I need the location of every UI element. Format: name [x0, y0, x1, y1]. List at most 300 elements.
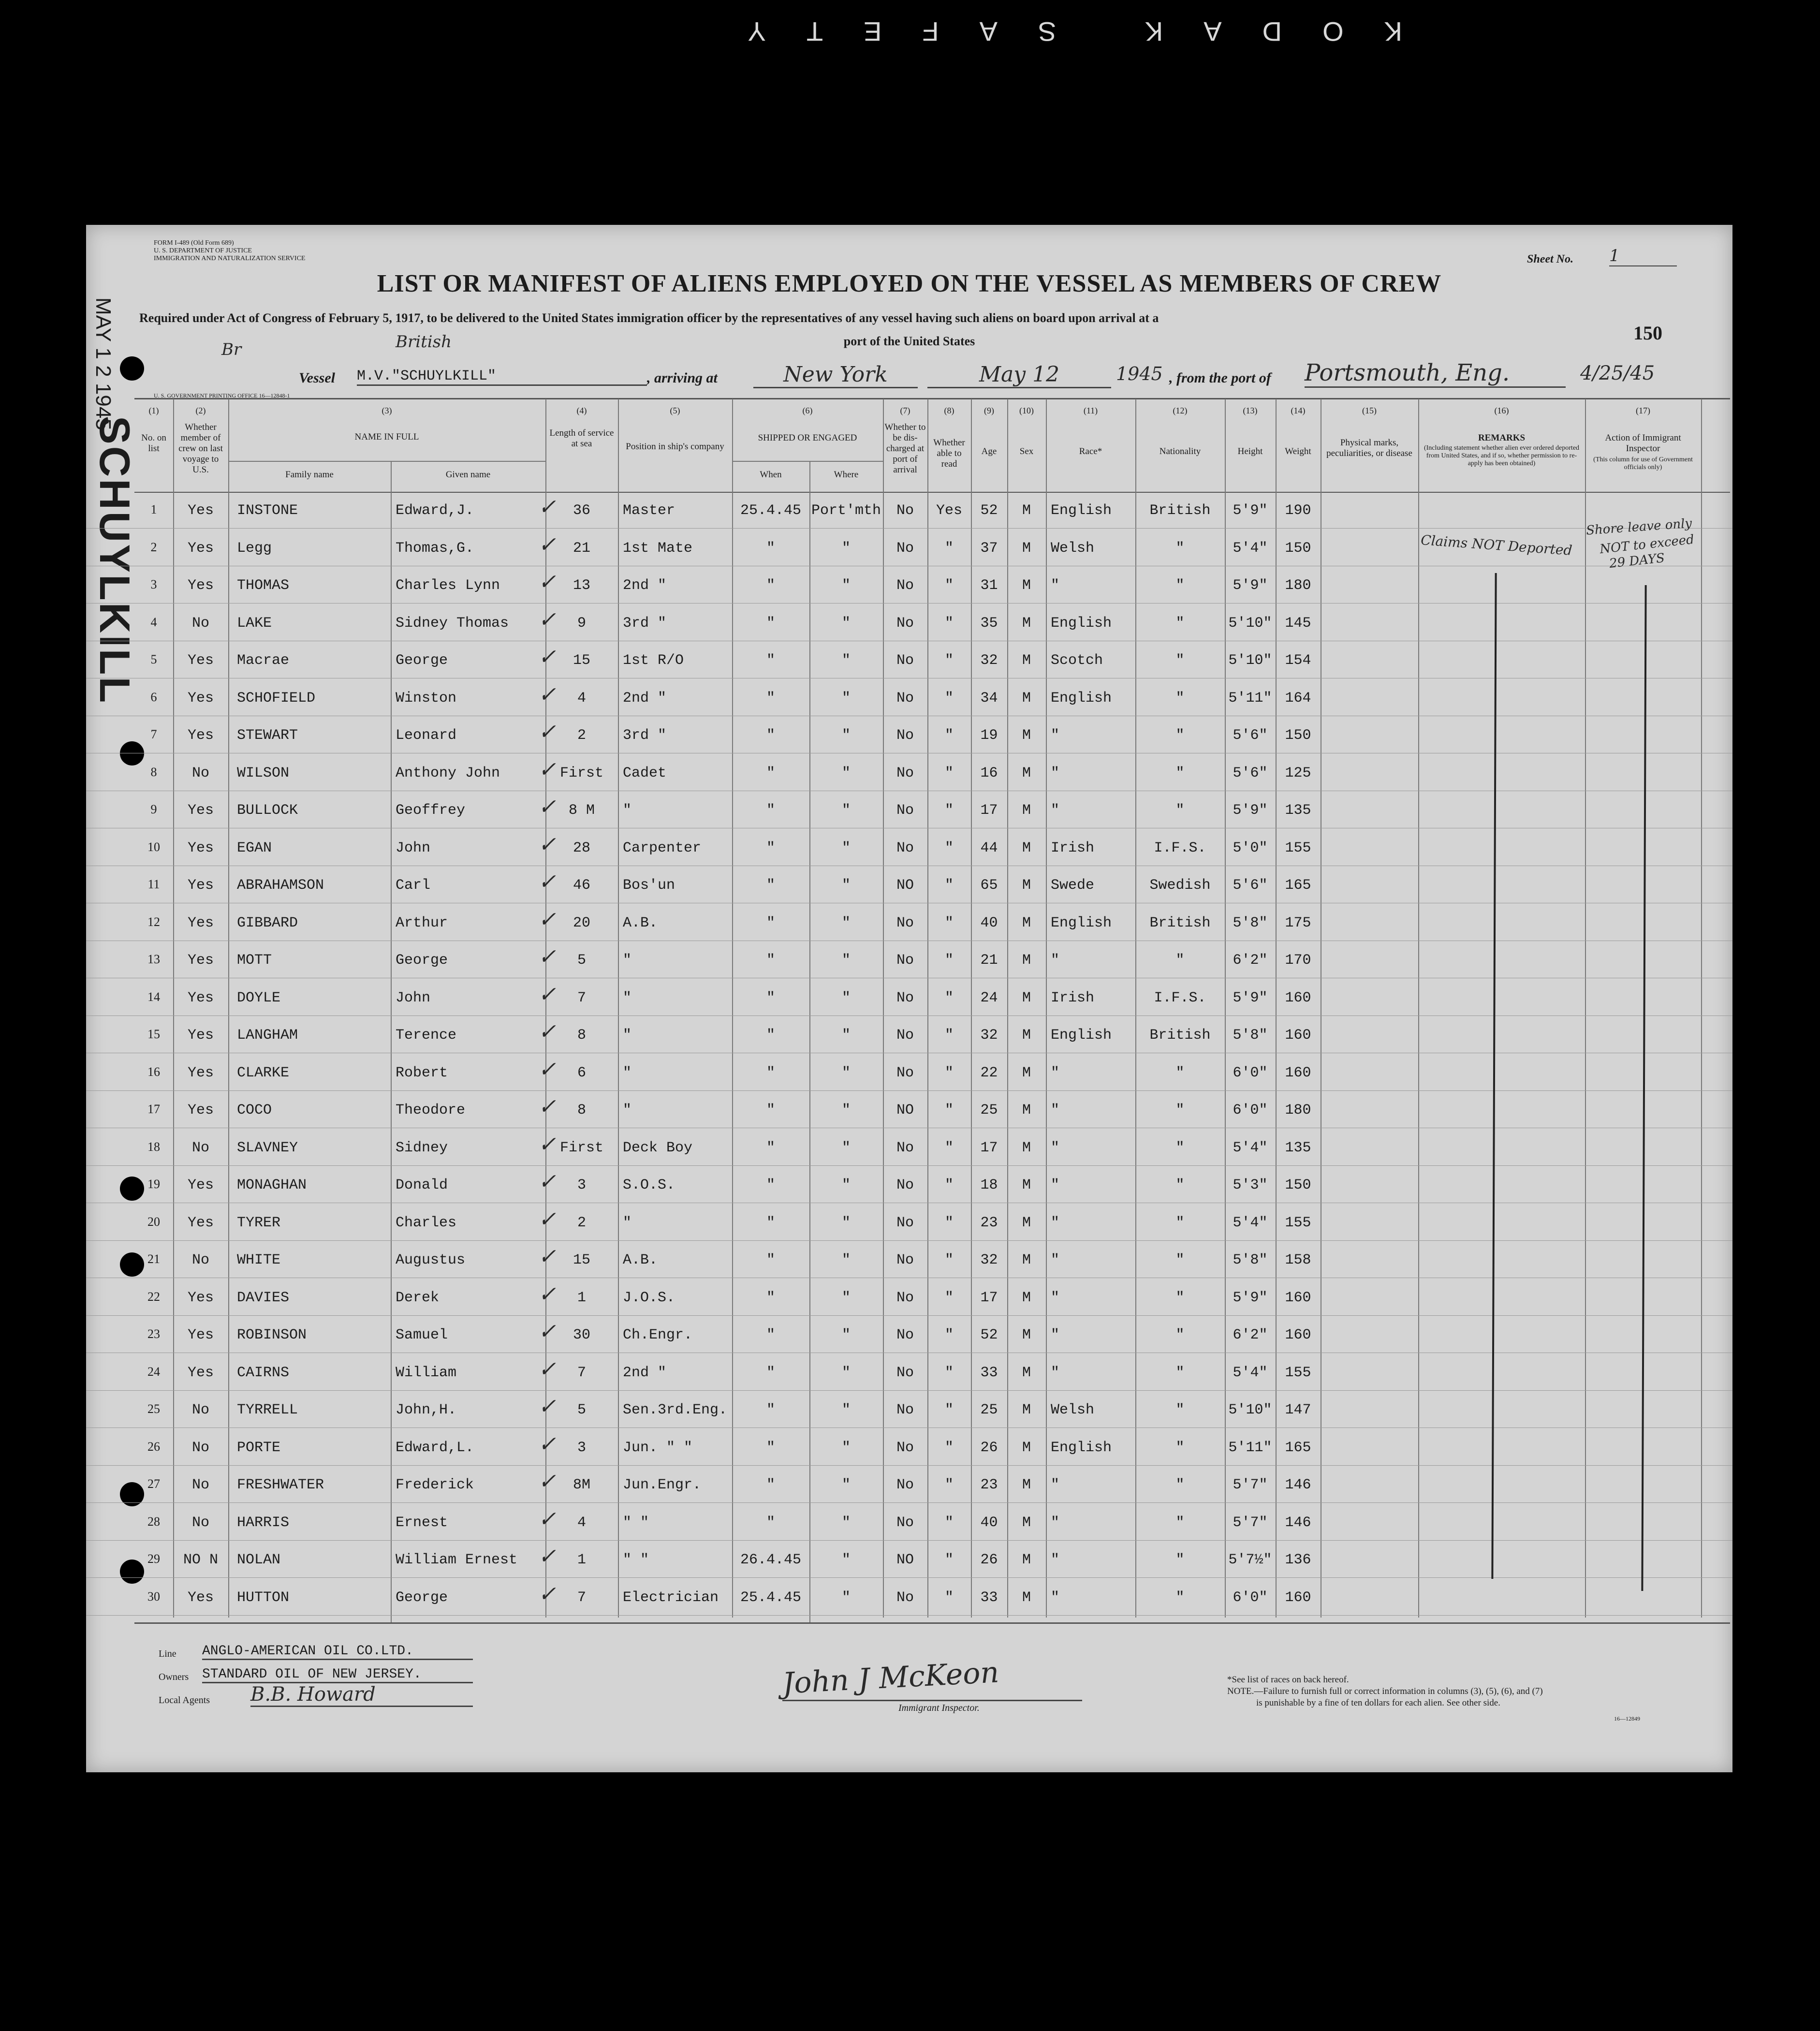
weight-cell: 155 [1285, 839, 1311, 856]
col-number: (13) [1243, 406, 1258, 415]
discharge-cell: No [896, 690, 914, 706]
shipped-where-cell: " [841, 1327, 851, 1343]
page-number: 150 [1633, 322, 1662, 344]
owners-value: STANDARD OIL OF NEW JERSEY. [202, 1667, 473, 1683]
sex-cell: M [1022, 877, 1031, 894]
previous-voyage-cell: No [191, 1439, 209, 1456]
weight-cell: 190 [1285, 502, 1311, 519]
previous-voyage-cell: Yes [187, 1327, 214, 1343]
service-length-cell: 5 [577, 952, 586, 969]
discharge-cell: No [896, 502, 914, 519]
table-row [86, 1279, 1732, 1316]
service-length-cell: 2 [577, 727, 586, 744]
previous-voyage-cell: No [191, 615, 209, 632]
position-cell: " " [623, 1552, 649, 1568]
service-length-cell: 21 [572, 540, 590, 557]
footnote-races: *See list of races on back hereof. [1227, 1675, 1349, 1685]
height-cell: 5'10" [1228, 1402, 1272, 1418]
family-name-cell: WHITE [237, 1252, 281, 1268]
col-header-family-name: Family name [285, 470, 334, 480]
nationality-cell: " [1175, 615, 1185, 632]
service-length-cell: First [559, 765, 603, 781]
age-cell: 65 [980, 877, 998, 894]
given-name-cell: George [396, 952, 448, 969]
age-cell: 21 [980, 952, 998, 969]
previous-voyage-cell: Yes [187, 1214, 214, 1231]
service-length-cell: 2 [577, 1214, 586, 1231]
height-cell: 5'4" [1233, 1139, 1268, 1156]
sex-cell: M [1022, 1139, 1031, 1156]
given-name-cell: John [396, 839, 431, 856]
shipped-when-cell: " [766, 690, 775, 706]
able-to-read-cell: " [944, 690, 954, 706]
age-cell: 52 [980, 502, 998, 519]
nationality-cell: I.F.S. [1154, 839, 1206, 856]
weight-cell: 160 [1285, 1327, 1311, 1343]
sex-cell: M [1022, 577, 1031, 594]
height-cell: 5'6" [1233, 765, 1268, 781]
departure-port: Portsmouth, Eng. [1305, 359, 1566, 388]
row-number: 27 [147, 1477, 160, 1491]
col-number: (12) [1173, 406, 1188, 415]
height-cell: 5'6" [1233, 727, 1268, 744]
age-cell: 19 [980, 727, 998, 744]
discharge-cell: No [896, 1402, 914, 1418]
previous-voyage-cell: No [191, 1139, 209, 1156]
age-cell: 31 [980, 577, 998, 594]
table-border-bottom [134, 1622, 1730, 1624]
shipped-subheader-line [732, 461, 883, 462]
age-cell: 23 [980, 1477, 998, 1493]
race-cell: English [1051, 502, 1112, 519]
form-id: FORM I-489 (Old Form 689) [154, 239, 234, 247]
service-length-cell: 46 [572, 877, 590, 894]
nationality-cell: " [1175, 802, 1185, 819]
previous-voyage-cell: Yes [187, 839, 214, 856]
col-header-shipped: SHIPPED OR ENGAGED [758, 433, 857, 443]
table-row [86, 792, 1732, 828]
given-name-cell: Arthur [396, 914, 448, 931]
height-cell: 5'8" [1233, 1027, 1268, 1044]
sex-cell: M [1022, 1252, 1031, 1268]
check-mark-icon: ✓ [538, 1133, 556, 1158]
service-length-cell: 8M [572, 1477, 590, 1493]
row-number: 15 [147, 1027, 160, 1041]
row-number: 3 [150, 577, 157, 591]
height-cell: 5'9" [1233, 502, 1268, 519]
given-name-cell: Frederick [396, 1477, 474, 1493]
line-label: Line [159, 1648, 176, 1659]
able-to-read-cell: " [944, 1439, 954, 1456]
shipped-where-cell: " [841, 727, 851, 744]
nationality-cell: Swedish [1149, 877, 1211, 894]
race-cell: Welsh [1051, 1402, 1095, 1418]
sex-cell: M [1022, 1439, 1031, 1456]
row-number: 6 [150, 690, 157, 704]
height-cell: 6'2" [1233, 952, 1268, 969]
row-number: 29 [147, 1552, 160, 1566]
sex-cell: M [1022, 952, 1031, 969]
inspector-annotation-3: 29 DAYS [1608, 551, 1666, 571]
agents-value: B.B. Howard [250, 1683, 473, 1707]
vessel-stamp: SCHUYLKILL [91, 416, 139, 705]
family-name-cell: STEWART [237, 727, 298, 744]
shipped-when-cell: " [766, 914, 775, 931]
col-number: (3) [382, 406, 392, 415]
shipped-where-cell: " [841, 1064, 851, 1081]
position-cell: A.B. [623, 1252, 658, 1268]
race-cell: English [1051, 1027, 1112, 1044]
family-name-cell: GIBBARD [237, 914, 298, 931]
family-name-cell: SLAVNEY [237, 1139, 298, 1156]
service-length-cell: 1 [577, 1289, 586, 1306]
shipped-when-cell: 25.4.45 [740, 502, 802, 519]
shipped-where-cell: " [841, 1252, 851, 1268]
family-name-cell: LANGHAM [237, 1027, 298, 1044]
race-cell: " [1051, 1514, 1060, 1531]
height-cell: 5'10" [1228, 652, 1272, 669]
nationality-cell: " [1175, 1439, 1185, 1456]
shipped-where-cell: " [841, 1177, 851, 1193]
col-header-height: Height [1237, 446, 1263, 456]
line-value: ANGLO-AMERICAN OIL CO.LTD. [202, 1644, 473, 1660]
family-name-cell: TYRER [237, 1214, 281, 1231]
col-number: (1) [148, 406, 159, 415]
previous-voyage-cell: Yes [187, 1589, 214, 1606]
sex-cell: M [1022, 1477, 1031, 1493]
position-cell: " [623, 1027, 632, 1044]
family-name-cell: THOMAS [237, 577, 290, 594]
nationality-cell: " [1175, 1477, 1185, 1493]
able-to-read-cell: " [944, 1027, 954, 1044]
col-number: (5) [670, 406, 680, 415]
shipped-when-cell: " [766, 577, 775, 594]
col-header-weight: Weight [1285, 446, 1311, 456]
family-name-cell: BULLOCK [237, 802, 298, 819]
sex-cell: M [1022, 652, 1031, 669]
table-row [86, 867, 1732, 903]
shipped-where-cell: " [841, 1477, 851, 1493]
sex-cell: M [1022, 914, 1031, 931]
previous-voyage-cell: Yes [187, 1027, 214, 1044]
height-cell: 6'0" [1233, 1102, 1268, 1119]
col-number: (8) [944, 406, 954, 415]
shipped-where-cell: " [841, 1402, 851, 1418]
weight-cell: 164 [1285, 690, 1311, 706]
sex-cell: M [1022, 1364, 1031, 1381]
race-cell: " [1051, 1364, 1060, 1381]
able-to-read-cell: " [944, 577, 954, 594]
sex-cell: M [1022, 1514, 1031, 1531]
race-cell: " [1051, 1139, 1060, 1156]
table-row [86, 754, 1732, 791]
sex-cell: M [1022, 1552, 1031, 1568]
previous-voyage-cell: Yes [187, 914, 214, 931]
service-length-cell: 15 [572, 1252, 590, 1268]
position-cell: " [623, 1214, 632, 1231]
discharge-cell: No [896, 765, 914, 781]
check-mark-icon: ✓ [538, 534, 556, 559]
footnote-penalty-1: NOTE.—Failure to furnish full or correct information in columns (3), (5), (6), and (7) [1227, 1686, 1543, 1696]
shipped-when-cell: " [766, 989, 775, 1006]
check-mark-icon: ✓ [538, 1583, 556, 1608]
position-cell: " [623, 989, 632, 1006]
height-cell: 6'0" [1233, 1064, 1268, 1081]
able-to-read-cell: " [944, 1139, 954, 1156]
from-label: , from the port of [1169, 370, 1271, 386]
col-number: (6) [802, 406, 813, 415]
discharge-cell: No [896, 577, 914, 594]
nationality-cell: " [1175, 765, 1185, 781]
given-name-cell: Robert [396, 1064, 448, 1081]
shipped-where-cell: " [841, 1589, 851, 1606]
discharge-cell: No [896, 727, 914, 744]
check-mark-icon: ✓ [538, 1208, 556, 1233]
gpo-line: U. S. GOVERNMENT PRINTING OFFICE 16—12848-1 [154, 392, 290, 399]
row-number: 1 [150, 502, 157, 516]
check-mark-icon: ✓ [538, 1096, 556, 1120]
vessel-name: M.V."SCHUYLKILL" [357, 368, 647, 386]
able-to-read-cell: " [944, 802, 954, 819]
race-cell: " [1051, 1214, 1060, 1231]
weight-cell: 154 [1285, 652, 1311, 669]
department: U. S. DEPARTMENT OF JUSTICE [154, 247, 252, 254]
age-cell: 17 [980, 1139, 998, 1156]
age-cell: 37 [980, 540, 998, 557]
position-cell: Deck Boy [623, 1139, 693, 1156]
family-name-cell: FRESHWATER [237, 1477, 324, 1493]
able-to-read-cell: " [944, 1064, 954, 1081]
discharge-cell: No [896, 1477, 914, 1493]
shipped-when-cell: " [766, 615, 775, 632]
shipped-when-cell: " [766, 1139, 775, 1156]
previous-voyage-cell: No [191, 1252, 209, 1268]
family-name-cell: CAIRNS [237, 1364, 290, 1381]
name-subheader-line [228, 461, 545, 462]
discharge-cell: No [896, 1064, 914, 1081]
shipped-when-cell: " [766, 765, 775, 781]
service-length-cell: 4 [577, 690, 586, 706]
position-cell: 2nd " [623, 1364, 667, 1381]
col-header-service: Length of service at sea [549, 428, 614, 449]
sex-cell: M [1022, 615, 1031, 632]
family-name-cell: DAVIES [237, 1289, 290, 1306]
previous-voyage-cell: No [191, 1477, 209, 1493]
table-row [86, 717, 1732, 753]
race-cell: Irish [1051, 989, 1095, 1006]
position-cell: Jun.Engr. [623, 1477, 702, 1493]
family-name-cell: HARRIS [237, 1514, 290, 1531]
nationality-cell: " [1175, 1327, 1185, 1343]
given-name-cell: Sidney Thomas [396, 615, 509, 632]
family-name-cell: Legg [237, 540, 272, 557]
shipped-where-cell: " [841, 652, 851, 669]
race-cell: " [1051, 1589, 1060, 1606]
shipped-when-cell: 26.4.45 [740, 1552, 802, 1568]
service-length-cell: 7 [577, 1589, 586, 1606]
height-cell: 5'11" [1228, 1439, 1272, 1456]
given-name-cell: Geoffrey [396, 802, 466, 819]
able-to-read-cell: " [944, 1364, 954, 1381]
position-cell: Sen.3rd.Eng. [623, 1402, 728, 1418]
given-name-cell: George [396, 1589, 448, 1606]
position-cell: " [623, 802, 632, 819]
given-name-cell: Derek [396, 1289, 440, 1306]
weight-cell: 180 [1285, 1102, 1311, 1119]
height-cell: 5'0" [1233, 839, 1268, 856]
row-number: 4 [150, 615, 157, 629]
row-number: 8 [150, 765, 157, 779]
nationality-cell: " [1175, 1552, 1185, 1568]
discharge-cell: No [896, 615, 914, 632]
able-to-read-cell: " [944, 1402, 954, 1418]
race-cell: " [1051, 1477, 1060, 1493]
race-cell: Scotch [1051, 652, 1103, 669]
inspector-label: Immigrant Inspector. [898, 1703, 980, 1713]
age-cell: 18 [980, 1177, 998, 1193]
given-name-cell: Edward,L. [396, 1439, 474, 1456]
weight-cell: 165 [1285, 877, 1311, 894]
table-row [86, 1579, 1732, 1616]
discharge-cell: No [896, 1327, 914, 1343]
position-cell: Ch.Engr. [623, 1327, 693, 1343]
able-to-read-cell: " [944, 1477, 954, 1493]
shipped-when-cell: " [766, 1027, 775, 1044]
table-row [86, 1091, 1732, 1128]
height-cell: 5'10" [1228, 615, 1272, 632]
height-cell: 5'3" [1233, 1177, 1268, 1193]
able-to-read-cell: " [944, 914, 954, 931]
inspector-annotation-1: Shore leave only [1585, 516, 1693, 538]
arriving-label: , arriving at [647, 370, 718, 386]
col-header-race: Race* [1079, 446, 1102, 456]
nationality-cell: " [1175, 1064, 1185, 1081]
table-row [86, 1241, 1732, 1278]
given-name-cell: William Ernest [396, 1552, 518, 1568]
previous-voyage-cell: Yes [187, 540, 214, 557]
check-mark-icon: ✓ [538, 1171, 556, 1195]
check-mark-icon: ✓ [538, 909, 556, 933]
table-row [86, 979, 1732, 1016]
row-number: 16 [147, 1064, 160, 1079]
shipped-where-cell: " [841, 877, 851, 894]
service-length-cell: 3 [577, 1177, 586, 1193]
nationality-cell: " [1175, 1139, 1185, 1156]
previous-voyage-cell: Yes [187, 727, 214, 744]
col-number: (4) [576, 406, 587, 415]
shipped-when-cell: " [766, 1477, 775, 1493]
row-number: 28 [147, 1514, 160, 1529]
col-header-age: Age [981, 446, 997, 456]
nationality-cell: British [1149, 914, 1211, 931]
table-row [86, 1391, 1732, 1428]
shipped-when-cell: " [766, 652, 775, 669]
age-cell: 32 [980, 652, 998, 669]
discharge-cell: No [896, 652, 914, 669]
shipped-when-cell: " [766, 802, 775, 819]
col-number: (15) [1362, 406, 1377, 415]
shipped-where-cell: " [841, 1364, 851, 1381]
position-cell: 1st Mate [623, 540, 693, 557]
age-cell: 40 [980, 914, 998, 931]
age-cell: 26 [980, 1439, 998, 1456]
height-cell: 5'4" [1233, 540, 1268, 557]
previous-voyage-cell: Yes [187, 877, 214, 894]
table-border-top [134, 398, 1730, 399]
discharge-cell: NO [896, 877, 914, 894]
age-cell: 40 [980, 1514, 998, 1531]
position-cell: Jun. " " [623, 1439, 693, 1456]
remarks-annotation: Claims NOT Deported [1420, 532, 1573, 559]
position-cell: Carpenter [623, 839, 702, 856]
form-subtitle-2: port of the United States [843, 334, 975, 348]
position-cell: " " [623, 1514, 649, 1531]
service-length-cell: 1 [577, 1552, 586, 1568]
family-name-cell: SCHOFIELD [237, 690, 316, 706]
sex-cell: M [1022, 839, 1031, 856]
service-length-cell: 7 [577, 989, 586, 1006]
check-mark-icon: ✓ [538, 497, 556, 521]
nationality-cell: I.F.S. [1154, 989, 1206, 1006]
weight-cell: 125 [1285, 765, 1311, 781]
nationality-cell: " [1175, 577, 1185, 594]
given-name-cell: Theodore [396, 1102, 466, 1119]
service-length-cell: 8 M [568, 802, 595, 819]
check-mark-icon: ✓ [538, 759, 556, 783]
able-to-read-cell: " [944, 1589, 954, 1606]
col-header-name: NAME IN FULL [354, 432, 419, 442]
previous-voyage-cell: Yes [187, 1064, 214, 1081]
height-cell: 6'2" [1233, 1327, 1268, 1343]
col-number: (14) [1291, 406, 1306, 415]
check-mark-icon: ✓ [538, 1021, 556, 1045]
shipped-where-cell: " [841, 1027, 851, 1044]
weight-cell: 150 [1285, 1177, 1311, 1193]
height-cell: 5'11" [1228, 690, 1272, 706]
able-to-read-cell: " [944, 877, 954, 894]
previous-voyage-cell: Yes [187, 989, 214, 1006]
service-length-cell: 3 [577, 1439, 586, 1456]
shipped-when-cell: " [766, 1327, 775, 1343]
shipped-when-cell: " [766, 1364, 775, 1381]
row-number: 18 [147, 1139, 160, 1154]
col-header-when: When [760, 470, 782, 480]
position-cell: 3rd " [623, 727, 667, 744]
row-number: 9 [150, 802, 157, 816]
able-to-read-cell: " [944, 1102, 954, 1119]
discharge-cell: No [896, 952, 914, 969]
given-name-cell: George [396, 652, 448, 669]
shipped-when-cell: " [766, 952, 775, 969]
arriving-port: New York [753, 362, 918, 388]
table-row [86, 829, 1732, 866]
given-name-cell: Carl [396, 877, 431, 894]
able-to-read-cell: " [944, 839, 954, 856]
able-to-read-cell: " [944, 952, 954, 969]
table-row [86, 1504, 1732, 1541]
table-row [86, 1466, 1732, 1503]
sex-cell: M [1022, 1327, 1031, 1343]
row-number: 22 [147, 1289, 160, 1304]
table-row [86, 604, 1732, 641]
col-number: (7) [900, 406, 910, 415]
shipped-where-cell: " [841, 839, 851, 856]
previous-voyage-cell: Yes [187, 652, 214, 669]
sex-cell: M [1022, 1589, 1031, 1606]
age-cell: 26 [980, 1552, 998, 1568]
race-cell: " [1051, 1552, 1060, 1568]
table-row [86, 1016, 1732, 1053]
